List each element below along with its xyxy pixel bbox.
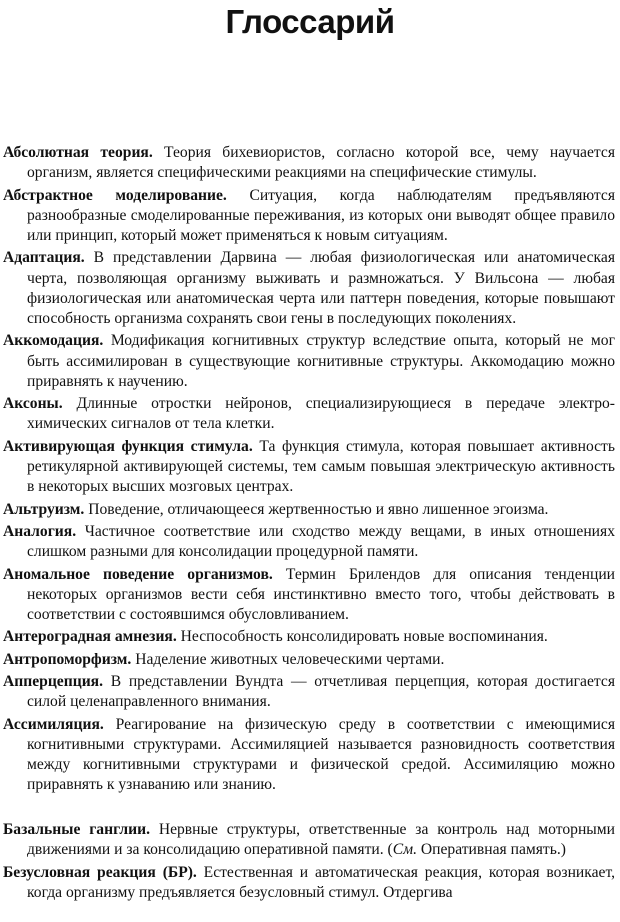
glossary-term: Аккомодация. bbox=[3, 332, 104, 350]
glossary-definition: Естественная и автоматическая реакция, которая возникает, когда организму предъявляется безусловный стимул. Отдергива bbox=[27, 863, 615, 901]
glossary-term: Активирующая функция стимула. bbox=[3, 437, 253, 455]
glossary-section-b bbox=[3, 820, 615, 905]
see-reference-label: См. bbox=[392, 841, 417, 859]
glossary-entry-absolute-theory bbox=[3, 143, 615, 183]
glossary-definition: Длинные отростки нейронов, специализирующиеся в передаче электрохимических сигналов от тела клетки. bbox=[27, 395, 615, 433]
glossary-entry-anthropomorphism bbox=[3, 650, 615, 670]
glossary-term: Адаптация. bbox=[3, 249, 85, 267]
glossary-term: Антероградная амнезия. bbox=[3, 628, 177, 646]
glossary-entry-assimilation bbox=[3, 715, 615, 796]
glossary-section-a bbox=[3, 143, 615, 798]
glossary-definition: Теория бихевиористов, согласно которой все, чему научается организм, является специфическими реакциями на специфические стимулы. bbox=[27, 144, 615, 182]
glossary-entry-analogy bbox=[3, 522, 615, 562]
glossary-definition: В представлении Вундта — отчетливая перцепция, которая достигается силой целенаправленного внимания. bbox=[27, 673, 615, 711]
glossary-entry-arousal-function bbox=[3, 437, 615, 498]
glossary-definition: Частичное соответствие или сходство между вещами, в иных отношениях слишком разными для консолидации процедурной памяти. bbox=[27, 522, 615, 561]
glossary-term: Аномальное поведение организмов. bbox=[3, 565, 273, 583]
page-title: Глоссарий bbox=[225, 3, 395, 40]
glossary-definition: Термин Брилендов для описания тенденции некоторых организмов вести себя инстинктивно вместо того, чтобы действовать в соответствии с состоявшимся обусловливанием. bbox=[27, 565, 616, 623]
glossary-entry-adaptation bbox=[3, 248, 615, 329]
glossary-definition: Ситуация, когда наблюдателям предъявляются разнообразные смоделированные переживания, из которых они выводят общее правило или принцип, который может применяться к новым ситуациям. bbox=[27, 186, 616, 244]
glossary-entry-accommodation bbox=[3, 331, 615, 392]
glossary-entry-abstract-modeling bbox=[3, 186, 615, 247]
glossary-definition: Неспособность консолидировать новые воспоминания. bbox=[180, 628, 548, 646]
glossary-definition-tail: Оперативная память.) bbox=[417, 841, 566, 859]
glossary-entry-anterograde-amnesia bbox=[3, 627, 615, 647]
glossary-entry-altruism bbox=[3, 500, 615, 520]
glossary-term: Абсолютная теория. bbox=[3, 144, 153, 161]
glossary-term: Аналогия. bbox=[3, 522, 77, 540]
glossary-term: Абстрактное моделирование. bbox=[3, 186, 227, 204]
glossary-definition: Реагирование на физическую среду в соответствии с имеющимися когнитивными структурами. Ассимиляцией называется разновидность соответствия между когнитивными структурами и физической средой. Ассимиляцию можно приравнять к узнаванию или знанию. bbox=[27, 715, 615, 794]
glossary-entry-apperception bbox=[3, 672, 615, 712]
glossary-term: Ассимиляция. bbox=[3, 715, 104, 733]
glossary-term: Альтруизм. bbox=[3, 500, 85, 518]
glossary-entry-axons bbox=[3, 394, 615, 434]
glossary-definition: Та функция стимула, которая повышает активность ретикулярной активирующей системы, тем самым повышая электрическую активность в некоторых высших мозговых центрах. bbox=[27, 437, 615, 496]
glossary-definition: Нервные структуры, ответственные за контроль над моторными движениями и за консолидацию оперативной памяти. ( bbox=[27, 821, 615, 859]
glossary-term: Антропоморфизм. bbox=[3, 650, 132, 668]
glossary-term: Апперцепция. bbox=[3, 673, 104, 691]
glossary-definition: В представлении Дарвина — любая физиологическая или анатомическая черта, позволяющая организму выживать и размножаться. У Вильсона — любая физиологическая или анатомическая черта или паттерн поведения, которые повышают способность организма сохранять свои гены в последующих поколениях. bbox=[27, 249, 615, 327]
glossary-term: Аксоны. bbox=[3, 395, 63, 413]
glossary-term: Безусловная реакция (БР). bbox=[3, 863, 197, 881]
glossary-definition: Поведение, отличающееся жертвенностью и явно лишенное эгоизма. bbox=[88, 500, 549, 518]
glossary-entry-misbehavior-of-organisms bbox=[3, 565, 615, 626]
glossary-entry-basal-ganglia bbox=[3, 820, 615, 860]
glossary-entry-unconditioned-response bbox=[3, 863, 615, 903]
glossary-definition: Модификация когнитивных структур вследствие опыта, который не мог быть ассимилирован в существующие когнитивные структуры. Аккомодацию можно приравнять к научению. bbox=[27, 332, 615, 390]
glossary-term: Базальные ганглии. bbox=[3, 821, 150, 838]
glossary-definition: Наделение животных человеческими чертами. bbox=[135, 650, 445, 668]
